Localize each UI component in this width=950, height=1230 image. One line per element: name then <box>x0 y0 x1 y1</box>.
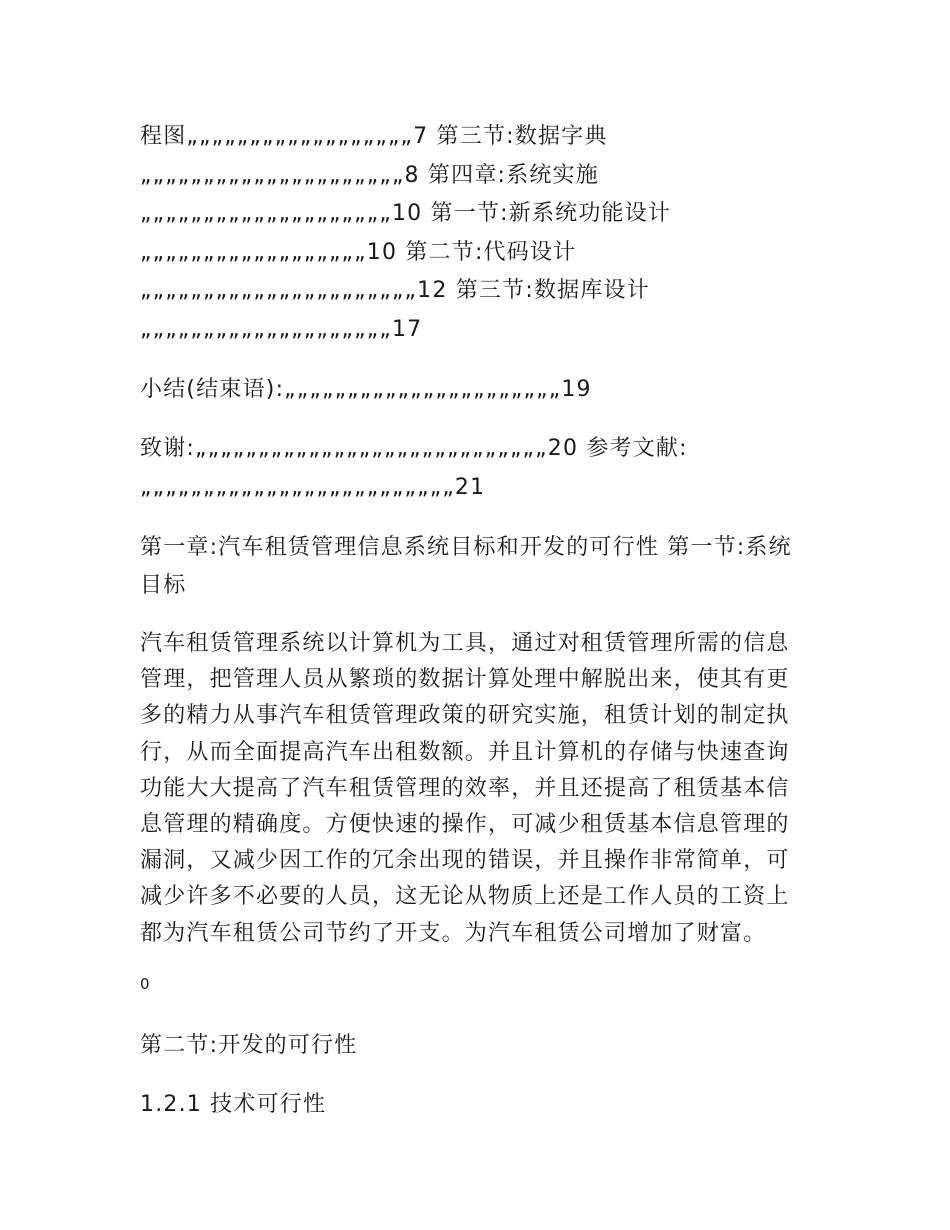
document-page <box>140 118 812 1145</box>
chapter-1-heading: 第一章:汽车租赁管理信息系统目标和开发的可行性 第一节:系统目标 <box>140 535 792 598</box>
page-number: 0 <box>140 974 150 993</box>
section-2-heading: 第二节:开发的可行性 <box>140 1032 358 1058</box>
system-goal-paragraph: 汽车租赁管理系统以计算机为工具，通过对租赁管理所需的信息管理，把管理人员从繁琐的数据计算处理中解脱出来，使其有更多的精力从事汽车租赁管理政策的研究实施，租赁计划的制定执行，从而全面提高汽车出租数额。并且计算机的存储与快速查询功能大大提高了汽车租赁管理的效率，并且还提高了租赁基本信息管理的精确度。方便快速的操作，可减少租赁基本信息管理的漏洞，又减少因工作的冗余出现的错误，并且操作非常简单，可减少许多不必要的人员，这无论从物质上还是工作人员的工资上都为汽车租赁公司节约了开支。为汽车租赁公司增加了财富。 <box>140 631 790 946</box>
subsection-1-2-1-heading: 1.2.1 技术可行性 <box>140 1091 327 1117</box>
toc-paragraph-3: 致谢:„„„„„„„„„„„„„„„„„„„„„„„„„„„„20 参考文献:„„„„„„„„„„„„„„„„„„„„„„„„„21 <box>140 436 688 500</box>
toc-paragraph-1: 程图„„„„„„„„„„„„„„„„„„7 第三节:数据字典„„„„„„„„„„„„„„„„„„„„„8 第四章:系统实施„„„„„„„„„„„„„„„„„„„„10 第一节:新系统功能设计„„„„„„„„„„„„„„„„„„10 第二节:代码设计„„„„„„„„„„„„„„„„„„„„„„12 第三节:数据库设计„„„„„„„„„„„„„„„„„„„„17 <box>140 124 672 342</box>
toc-paragraph-2: 小结(结束语):„„„„„„„„„„„„„„„„„„„„„„19 <box>140 377 592 402</box>
